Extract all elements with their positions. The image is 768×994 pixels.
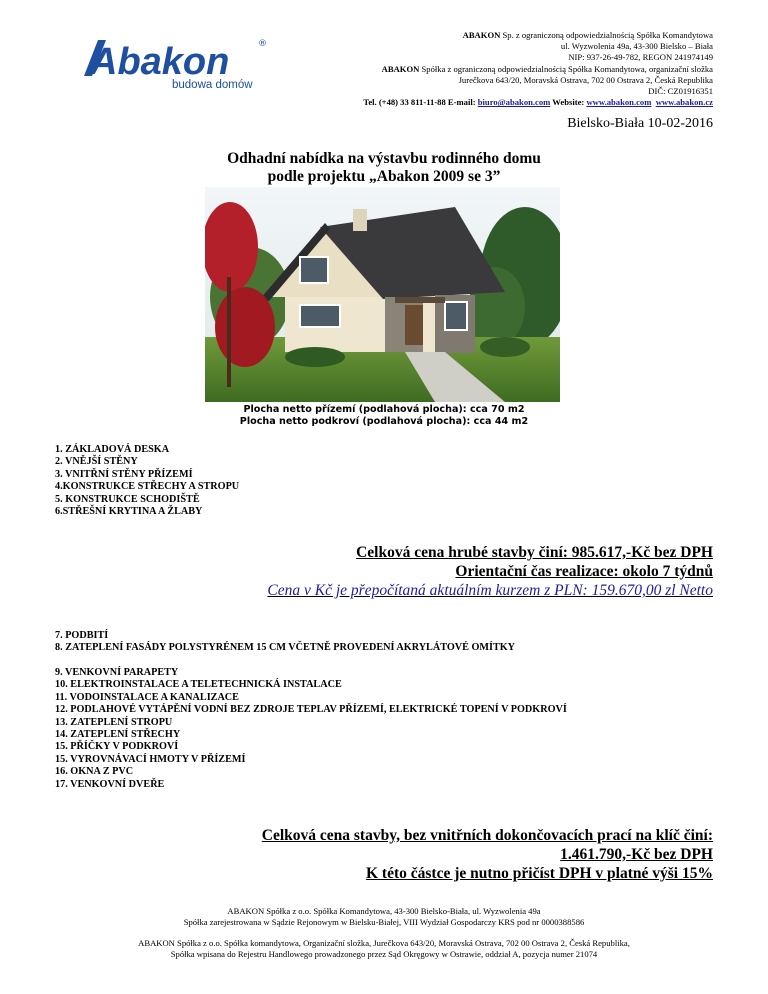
footer-1: [0, 906, 768, 928]
list-item: 13. ZATEPLENÍ STROPU: [55, 716, 173, 728]
list-item: 5. KONSTRUKCE SCHODIŠTĚ: [55, 493, 200, 505]
total-line-1: Celková cena stavby, bez vnitřních dokončovacích prací na klíč činí:: [261, 827, 713, 844]
list-item: 8. ZATEPLENÍ FASÁDY POLYSTYRÉNEM 15 CM VČETNĚ PROVEDENÍ AKRYLÁTOVÉ OMÍTKY: [55, 642, 516, 654]
list-item: 15. VYROVNÁVACÍ HMOTY V PŘÍZEMÍ: [55, 753, 246, 765]
work-list-2b: [55, 667, 567, 791]
header-line-1: Sp. z ograniczoną odpowiedzialnością Spółka Komandytowa: [500, 30, 713, 40]
list-item: 10. ELEKTROINSTALACE A TELETECHNICKÁ INSTALACE: [55, 679, 342, 691]
header-contact: Tel. (+48) 33 811-11-88 E-mail:: [363, 97, 478, 108]
header-name-1: ABAKON: [462, 30, 501, 40]
list-item: 6.STŘEŠNÍ KRYTINA A ŽLABY: [55, 506, 203, 518]
footer-line-3: ABAKON Spółka z o.o. Spółka komandytowa, Organizační složka, Jurečkova 643/20, Moravská Ostrava, 702 00 Ostrava 2, Česká Republika,: [138, 938, 630, 948]
website-link-2[interactable]: www.abakon.cz: [655, 97, 713, 108]
total-line-3: K této částce je nutno přičíst DPH v platné výši 15%: [366, 865, 713, 882]
header-line-2: ul. Wyzwolenia 49a, 43-300 Bielsko – Biała: [560, 41, 713, 52]
company-header: [233, 30, 713, 108]
footer-line-1: ABAKON Spółka z o.o. Spółka Komandytowa, 43-300 Bielsko-Biała, ul. Wyzwolenia 49a: [227, 906, 541, 916]
list-item: 15. PŘÍČKY V PODKROVÍ: [55, 741, 179, 753]
title-line-1: Odhadní nabídka na výstavbu rodinného domu: [227, 150, 541, 167]
document-title: [0, 150, 768, 186]
list-item: 1. ZÁKLADOVÁ DESKA: [55, 444, 170, 455]
caption-line-2: Plocha netto podkroví (podlahová plocha): cca 44 m2: [239, 416, 529, 427]
list-item: 3. VNITŘNÍ STĚNY PŘÍZEMÍ: [55, 468, 193, 480]
list-item: 16. OKNA Z PVC: [55, 766, 134, 778]
header-line-5: Jurečkova 643/20, Moravská Ostrava, 702 00 Ostrava 2, Česká Republika: [458, 74, 713, 85]
list-item: 9. VENKOVNÍ PARAPETY: [55, 667, 179, 678]
footer-line-2: Spółka zarejestrowana w Sądzie Rejonowym w Bielsku-Białej, VIII Wydział Gospodarczy KRS pod nr 0000388586: [183, 917, 585, 927]
footer-line-4: Spółka wpisana do Rejestru Handlowego prowadzonego przez Sąd Okręgowy w Ostrawie, oddział A, pozycja numer 21074: [170, 949, 598, 959]
document-date: Bielsko-Biała 10-02-2016: [567, 116, 713, 131]
email-link[interactable]: biuro@abakon.com: [477, 97, 551, 108]
title-line-2: podle projektu „Abakon 2009 se 3”: [267, 168, 501, 185]
logo-tagline: budowa domów: [172, 79, 253, 91]
list-item: 4.KONSTRUKCE STŘECHY A STROPU: [55, 481, 240, 493]
header-line-6: DIČ: CZ01916351: [648, 86, 713, 97]
header-name-2: ABAKON: [381, 63, 420, 74]
area-caption: [0, 404, 768, 428]
price-line-3: Cena v Kč je přepočítaná aktuálním kurzem z PLN: 159.670,00 zl Netto: [267, 582, 713, 599]
list-item: 11. VODOINSTALACE A KANALIZACE: [55, 691, 239, 703]
price-block-2: [262, 826, 713, 883]
work-list-1: [55, 444, 239, 518]
website-link-1[interactable]: www.abakon.com: [586, 97, 652, 108]
list-item: 17. VENKOVNÍ DVEŘE: [55, 778, 165, 790]
work-list-2a: [55, 630, 515, 655]
price-line-2: Orientační čas realizace: okolo 7 týdnů: [455, 563, 713, 580]
caption-line-1: Plocha netto přízemí (podlahová plocha): cca 70 m2: [243, 404, 525, 415]
header-line-3: NIP: 937-26-49-782, REGON 241974149: [568, 52, 713, 63]
footer-2: [0, 938, 768, 960]
list-item: 2. VNĚJŠÍ STĚNY: [55, 456, 138, 468]
website-label: Website:: [550, 97, 587, 108]
price-line-1: Celková cena hrubé stavby činí: 985.617,-Kč bez DPH: [356, 544, 713, 561]
header-line-4: Spółka z ograniczoną odpowiedzialnością Spółka Komandytowa, organizační složka: [419, 63, 713, 74]
list-item: 14. ZATEPLENÍ STŘECHY: [55, 729, 181, 741]
list-item: 7. PODBITÍ: [55, 630, 109, 641]
list-item: 12. PODLAHOVÉ VYTÁPĚNÍ VODNÍ BEZ ZDROJE TEPLAV PŘÍZEMÍ, ELEKTRICKÉ TOPENÍ V PODKROVÍ: [55, 704, 567, 716]
price-block-1: [267, 543, 713, 600]
total-line-2: 1.461.790,-Kč bez DPH: [560, 846, 713, 863]
logo-registered: ®: [258, 39, 267, 49]
house-photo: [205, 187, 560, 402]
logo-brand: Abakon: [90, 41, 230, 83]
